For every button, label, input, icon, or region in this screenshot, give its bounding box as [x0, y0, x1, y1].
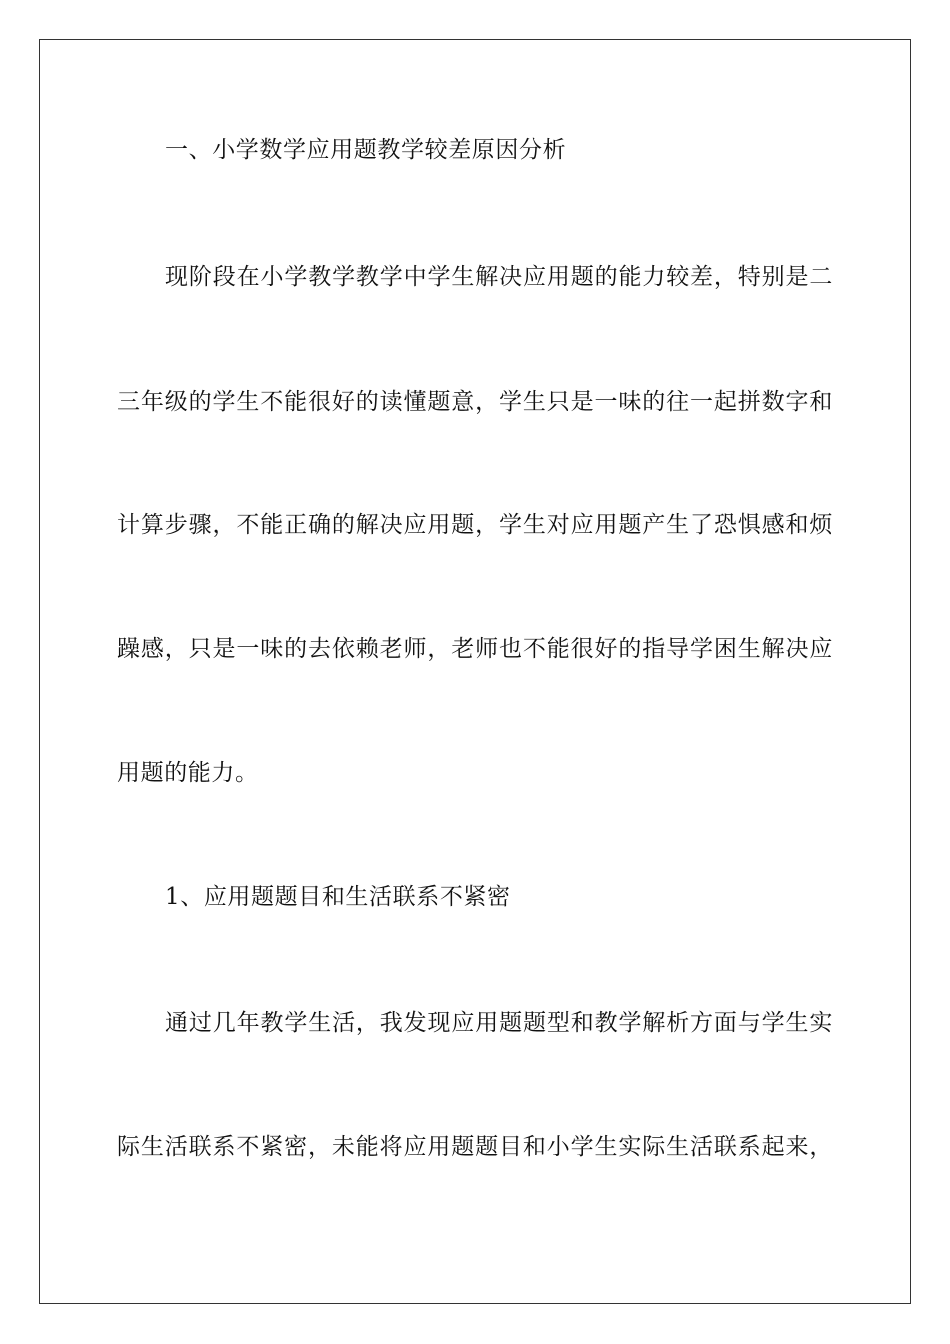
- paragraph-line: 际生活联系不紧密，未能将应用题题目和小学生实际生活联系起来，: [117, 1134, 833, 1160]
- paragraph-line: 三年级的学生不能很好的读懂题意，学生只是一味的往一起拼数字和: [117, 389, 833, 415]
- paragraph-line: 躁感，只是一味的去依赖老师，老师也不能很好的指导学困生解决应: [117, 636, 833, 662]
- paragraph-line: 用题的能力。: [117, 760, 259, 786]
- page-border: [39, 39, 911, 1304]
- paragraph-line: 计算步骤，不能正确的解决应用题，学生对应用题产生了恐惧感和烦: [117, 512, 833, 538]
- subsection-heading: 1、应用题题目和生活联系不紧密: [165, 884, 511, 910]
- paragraph-line: 现阶段在小学教学教学中学生解决应用题的能力较差，特别是二: [165, 264, 833, 290]
- section-heading: 一、小学数学应用题教学较差原因分析: [165, 137, 567, 163]
- paragraph-line: 通过几年教学生活，我发现应用题题型和教学解析方面与学生实: [165, 1010, 833, 1036]
